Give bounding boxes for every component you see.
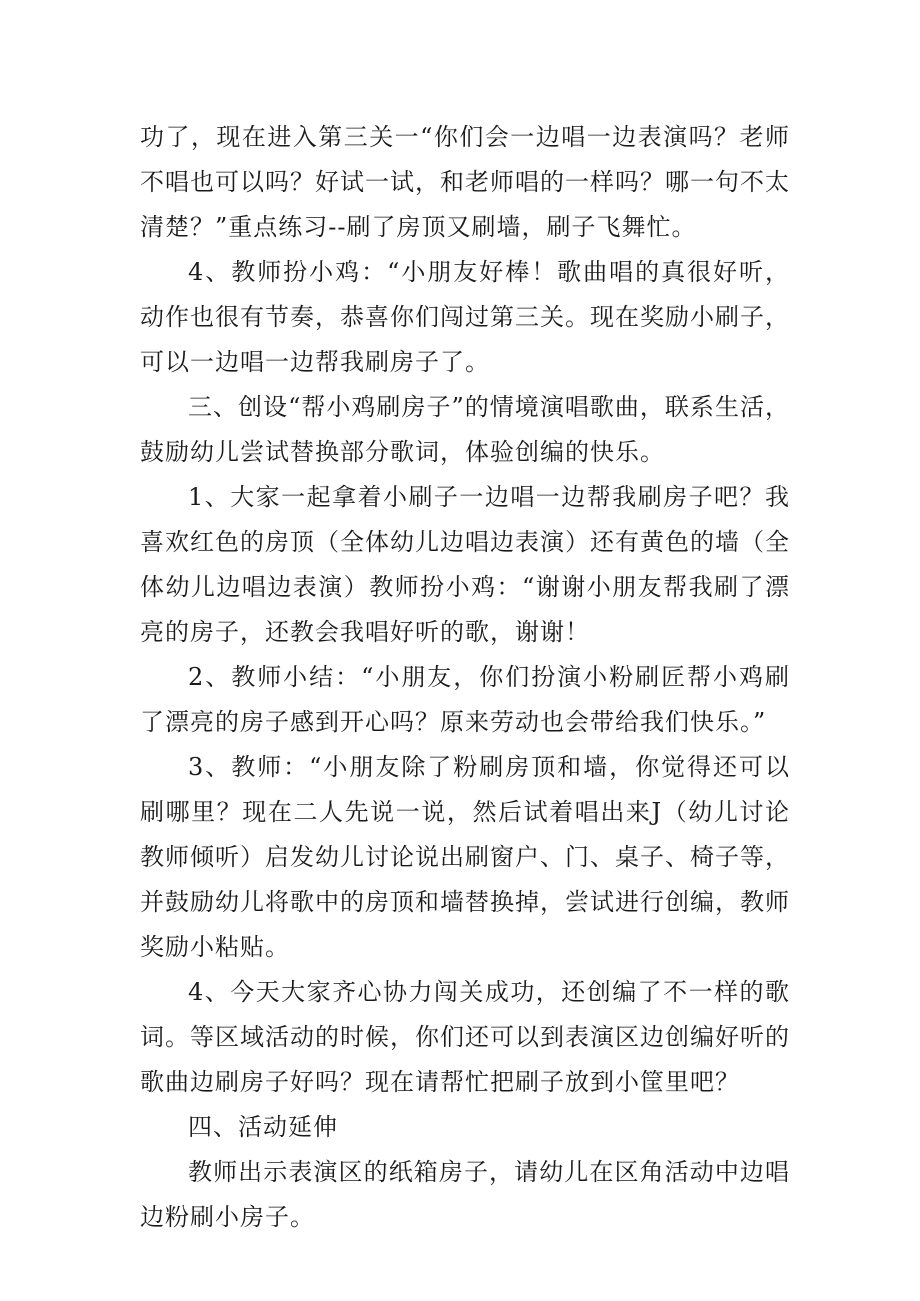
section-heading-three: 三、创设“帮小鸡刷房子”的情境演唱歌曲，联系生活，鼓励幼儿尝试替换部分歌词，体验创编的快乐。 [140,393,790,466]
paragraph-extension: 教师出示表演区的纸箱房子，请幼儿在区角活动中边唱边粉刷小房子。 [140,1158,790,1231]
paragraph-continuation: 功了，现在进入第三关一“你们会一边唱一边表演吗？老师不唱也可以吗？好试一试，和老师唱的一样吗？哪一句不太清楚？”重点练习--刷了房顶又刷墙，刷子飞舞忙。 [140,123,790,241]
document-body [140,115,790,1240]
paragraph-step-4-praise: 4、教师扮小鸡：“小朋友好棒！歌曲唱的真很好听，动作也很有节奏，恭喜你们闯过第三关。现在奖励小刷子，可以一边唱一边帮我刷房子了。 [140,258,790,376]
section-heading-four: 四、活动延伸 [188,1113,338,1141]
paragraph-step-4-summary: 4、今天大家齐心协力闯关成功，还创编了不一样的歌词。等区域活动的时候，你们还可以到表演区边创编好听的歌曲边刷房子好吗？现在请帮忙把刷子放到小筐里吧？ [140,978,790,1096]
paragraph-step-1: 1、大家一起拿着小刷子一边唱一边帮我刷房子吧？我喜欢红色的房顶（全体幼儿边唱边表演）还有黄色的墙（全体幼儿边唱边表演）教师扮小鸡：“谢谢小朋友帮我刷了漂亮的房子，还教会我唱好听的歌，谢谢！ [140,483,790,646]
paragraph-step-3: 3、教师：“小朋友除了粉刷房顶和墙，你觉得还可以刷哪里？现在二人先说一说，然后试着唱出来J（幼儿讨论教师倾听）启发幼儿讨论说出刷窗户、门、桌子、椅子等，并鼓励幼儿将歌中的房顶和墙替换掉，尝试进行创编，教师奖励小粘贴。 [140,753,790,961]
paragraph-step-2: 2、教师小结：“小朋友，你们扮演小粉刷匠帮小鸡刷了漂亮的房子感到开心吗？原来劳动也会带给我们快乐。” [140,663,790,736]
